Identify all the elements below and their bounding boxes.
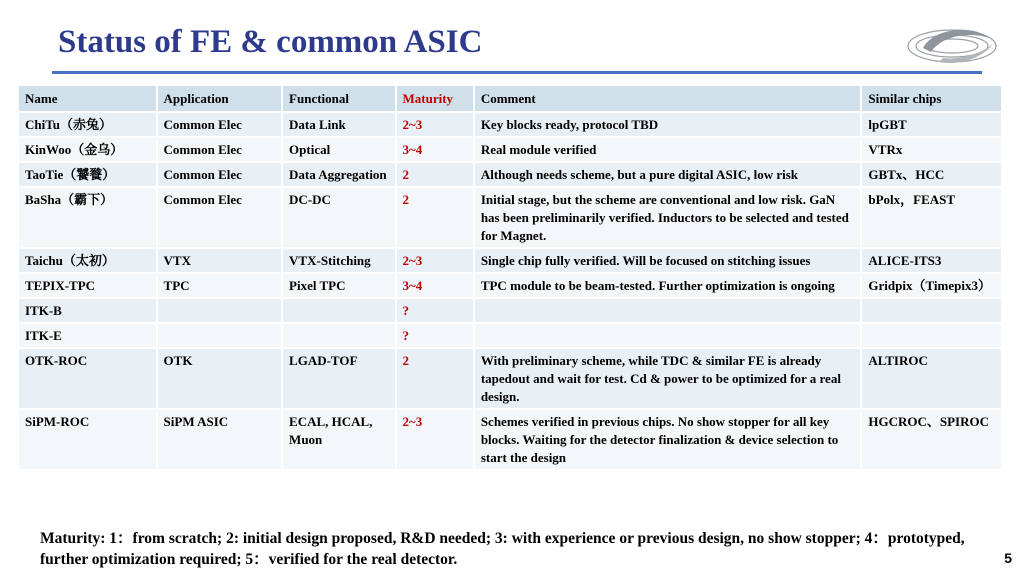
cell-maturity: ?	[397, 299, 473, 322]
cell-comment: Initial stage, but the scheme are conventional and low risk. GaN has been preliminarily verified. Inductors to be selected and tested for Magnet.	[475, 188, 861, 247]
cell-maturity: 2~3	[397, 410, 473, 469]
maturity-legend: Maturity: 1：from scratch; 2: initial design proposed, R&D needed; 3: with experience or previous design, no show stopper; 4：prototyped, further optimization required; 5：verified for the real detector.	[40, 530, 965, 568]
cell-name: Taichu（太初）	[19, 249, 156, 272]
cell-name: ChiTu（赤兔）	[19, 113, 156, 136]
col-header-similar: Similar chips	[862, 86, 1001, 111]
table-row	[19, 188, 1001, 247]
cell-functional: VTX-Stitching	[283, 249, 394, 272]
table-row	[19, 274, 1001, 297]
cell-similar: ALICE-ITS3	[862, 249, 1001, 272]
cell-application: SiPM ASIC	[158, 410, 282, 469]
table-row	[19, 299, 1001, 322]
cell-maturity: 2~3	[397, 249, 473, 272]
cell-name: BaSha（霸下）	[19, 188, 156, 247]
col-header-comment: Comment	[475, 86, 861, 111]
cell-functional: LGAD-TOF	[283, 349, 394, 408]
cell-similar: VTRx	[862, 138, 1001, 161]
cell-similar: Gridpix（Timepix3）	[862, 274, 1001, 297]
cell-comment: Schemes verified in previous chips. No show stopper for all key blocks. Waiting for the detector finalization & device selection to start the design	[475, 410, 861, 469]
cell-name: KinWoo（金乌）	[19, 138, 156, 161]
cell-name: TEPIX-TPC	[19, 274, 156, 297]
page-title: Status of FE & common ASIC	[58, 24, 483, 60]
cell-maturity: 2	[397, 349, 473, 408]
cell-functional	[283, 324, 394, 347]
cell-application: Common Elec	[158, 163, 282, 186]
cell-comment: Key blocks ready, protocol TBD	[475, 113, 861, 136]
table-row	[19, 249, 1001, 272]
cell-maturity: ?	[397, 324, 473, 347]
cell-maturity: 3~4	[397, 138, 473, 161]
cell-similar: GBTx、HCC	[862, 163, 1001, 186]
cell-functional	[283, 299, 394, 322]
cell-comment: With preliminary scheme, while TDC & similar FE is already tapedout and wait for test. Cd & power to be optimized for a real design.	[475, 349, 861, 408]
col-header-functional: Functional	[283, 86, 394, 111]
cell-functional: ECAL, HCAL, Muon	[283, 410, 394, 469]
cell-functional: DC-DC	[283, 188, 394, 247]
cell-maturity: 3~4	[397, 274, 473, 297]
col-header-name: Name	[19, 86, 156, 111]
cell-name: TaoTie（饕餮）	[19, 163, 156, 186]
cell-comment: Although needs scheme, but a pure digital ASIC, low risk	[475, 163, 861, 186]
cell-application	[158, 299, 282, 322]
cell-application: OTK	[158, 349, 282, 408]
cell-similar	[862, 299, 1001, 322]
table-row	[19, 410, 1001, 469]
table-row	[19, 113, 1001, 136]
cell-maturity: 2~3	[397, 113, 473, 136]
table-row	[19, 349, 1001, 408]
cell-comment: Real module verified	[475, 138, 861, 161]
cell-similar	[862, 324, 1001, 347]
cell-application: TPC	[158, 274, 282, 297]
cell-functional: Optical	[283, 138, 394, 161]
col-header-maturity: Maturity	[397, 86, 473, 111]
cell-comment: TPC module to be beam-tested. Further optimization is ongoing	[475, 274, 861, 297]
cell-application: Common Elec	[158, 188, 282, 247]
cell-application: VTX	[158, 249, 282, 272]
cell-functional: Data Aggregation	[283, 163, 394, 186]
table-header-row	[19, 86, 1001, 111]
cell-maturity: 2	[397, 188, 473, 247]
cell-similar: ALTIROC	[862, 349, 1001, 408]
col-header-application: Application	[158, 86, 282, 111]
cell-functional: Data Link	[283, 113, 394, 136]
cell-similar: lpGBT	[862, 113, 1001, 136]
title-divider	[52, 71, 982, 74]
cell-name: ITK-E	[19, 324, 156, 347]
cell-application: Common Elec	[158, 113, 282, 136]
table-row	[19, 138, 1001, 161]
cell-name: OTK-ROC	[19, 349, 156, 408]
cell-application: Common Elec	[158, 138, 282, 161]
cell-name: SiPM-ROC	[19, 410, 156, 469]
cell-comment	[475, 324, 861, 347]
page-number: 5	[1004, 550, 1012, 566]
cell-comment: Single chip fully verified. Will be focused on stitching issues	[475, 249, 861, 272]
cell-similar: bPolx，FEAST	[862, 188, 1001, 247]
table-row	[19, 163, 1001, 186]
cell-similar: HGCROC、SPIROC	[862, 410, 1001, 469]
institute-logo-icon	[903, 18, 1001, 70]
table-row	[19, 324, 1001, 347]
asic-status-table	[17, 84, 1003, 471]
cell-comment	[475, 299, 861, 322]
cell-functional: Pixel TPC	[283, 274, 394, 297]
cell-name: ITK-B	[19, 299, 156, 322]
cell-application	[158, 324, 282, 347]
cell-maturity: 2	[397, 163, 473, 186]
